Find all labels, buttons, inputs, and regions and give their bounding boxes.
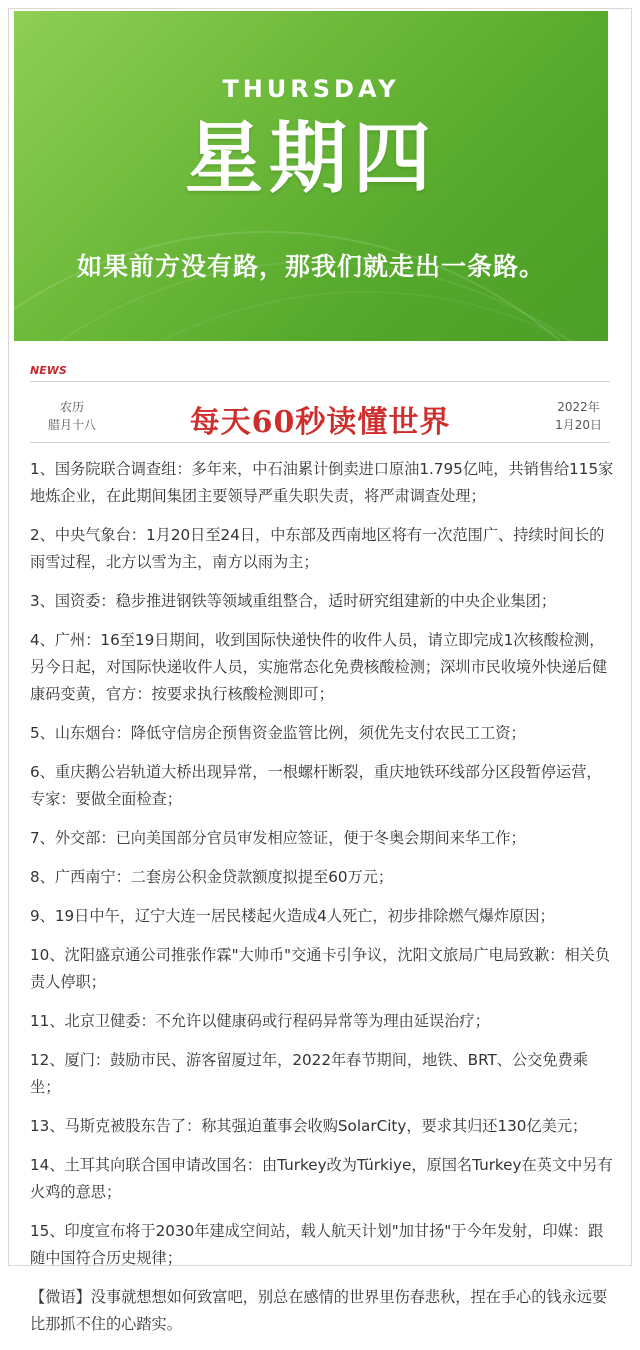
- news-item: 14、土耳其向联合国申请改国名：由Turkey改为Türkiye，原国名Turkey在英文中另有火鸡的意思；: [30, 1156, 613, 1201]
- news-item: 15、印度宣布将于2030年建成空间站，载人航天计划"加甘扬"于今年发射，印媒：跟随中国符合历史规律；: [30, 1222, 604, 1267]
- news-item: 10、沈阳盛京通公司推张作霖"大帅币"交通卡引争议，沈阳文旅局广电局致歉：相关负责人停职；: [30, 946, 611, 991]
- date-year: 2022年: [557, 400, 600, 414]
- news-tag: NEWS: [30, 364, 67, 377]
- news-list: [30, 456, 616, 1350]
- news-item: 3、国资委：稳步推进钢铁等领域重组整合，适时研究组建新的中央企业集团；: [30, 592, 557, 610]
- news-item: 2、中央气象台：1月20日至24日，中东部及西南地区将有一次范围广、持续时间长的雨雪过程，北方以雪为主，南方以雨为主；: [30, 526, 605, 571]
- header-banner: [14, 11, 608, 341]
- gregorian-date-block: [555, 398, 602, 434]
- news-item: 11、北京卫健委：不允许以健康码或行程码异常等为理由延误治疗；: [30, 1012, 490, 1030]
- news-item: 5、山东烟台：降低守信房企预售资金监管比例，须优先支付农民工工资；: [30, 724, 526, 742]
- news-item: 7、外交部：已向美国部分官员审发相应签证，便于冬奥会期间来华工作；: [30, 829, 526, 847]
- lunar-date: 腊月十八: [48, 418, 97, 432]
- news-item: 8、广西南宁：二套房公积金贷款额度拟提至60万元；: [30, 868, 394, 886]
- weekday-chinese: 星期四: [184, 114, 437, 204]
- news-item: 13、马斯克被股东告了：称其强迫董事会收购SolarCity，要求其归还130亿美元；: [30, 1117, 588, 1135]
- weekday-english: THURSDAY: [222, 75, 400, 103]
- news-item: 6、重庆鹅公岩轨道大桥出现异常，一根螺杆断裂，重庆地铁环线部分区段暂停运营，专家：要做全面检查；: [30, 763, 602, 808]
- lunar-label: 农历: [60, 400, 85, 414]
- banner-motto: 如果前方没有路，那我们就走出一条路。: [76, 252, 545, 281]
- divider-bottom: [30, 442, 610, 443]
- news-item: 9、19日中午，辽宁大连一居民楼起火造成4人死亡，初步排除燃气爆炸原因；: [30, 907, 555, 925]
- date-month-day: 1月20日: [555, 418, 602, 432]
- news-item: 1、国务院联合调查组：多年来，中石油累计倒卖进口原油1.795亿吨，共销售给115家地炼企业，在此期间集团主要领导严重失职失责，将严肃调查处理；: [30, 460, 614, 505]
- quote-item: 【微语】没事就想想如何致富吧，别总在感情的世界里伤春悲秋，捏在手心的钱永远要比那抓不住的心踏实。: [30, 1288, 608, 1333]
- news-item: 4、广州：16至19日期间，收到国际快递快件的收件人员，请立即完成1次核酸检测，另今日起，对国际快递收件人员，实施常态化免费核酸检测；深圳市民收境外快递后健康码变黄，官方：按要求执行核酸检测即可；: [30, 631, 608, 703]
- page-title: 每天60秒读懂世界: [189, 405, 451, 440]
- news-item: 12、厦门：鼓励市民、游客留厦过年，2022年春节期间，地铁、BRT、公交免费乘坐；: [30, 1051, 588, 1096]
- divider-top: [30, 381, 610, 382]
